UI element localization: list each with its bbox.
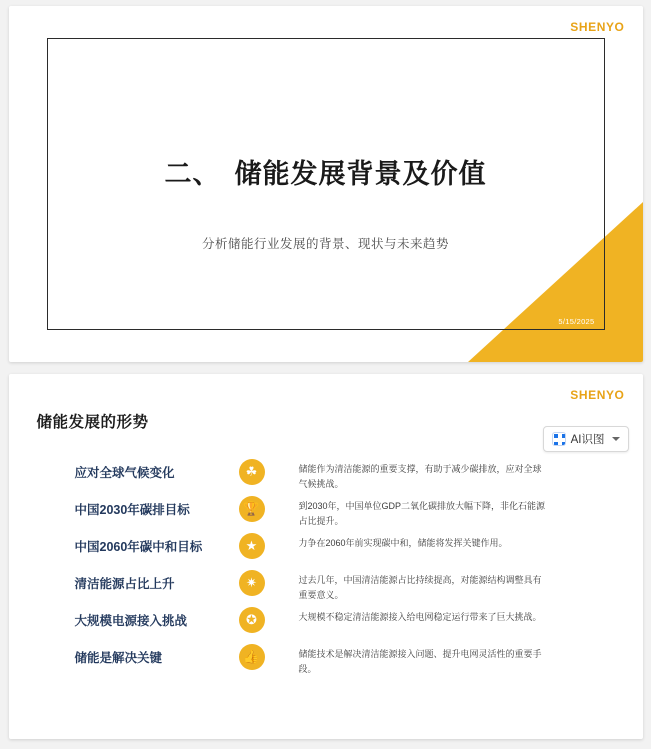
- item-label: 中国2060年碳中和目标: [74, 540, 203, 554]
- list-item[interactable]: [9, 536, 643, 573]
- slide-title-number: 二、: [164, 159, 221, 189]
- list-item[interactable]: [9, 610, 643, 647]
- list-item[interactable]: [9, 499, 643, 536]
- list-item[interactable]: [9, 647, 643, 684]
- item-label: 清洁能源占比上升: [74, 577, 175, 591]
- chevron-down-icon[interactable]: [612, 437, 620, 441]
- item-label: 中国2030年碳排目标: [74, 503, 190, 517]
- list-item[interactable]: [9, 573, 643, 610]
- ai-image-recognition-button[interactable]: [543, 426, 629, 452]
- trophy-icon: 🏆: [239, 496, 265, 522]
- item-label: 大规模电源接入挑战: [74, 614, 188, 628]
- item-description: 到2030年，中国单位GDP二氧化碳排放大幅下降，非化石能源占比提升。: [298, 501, 546, 526]
- tag-icon: ★: [239, 533, 265, 559]
- items-list: [9, 462, 643, 684]
- qr-scan-icon: [552, 432, 566, 446]
- item-label: 储能是解决关键: [74, 651, 163, 665]
- brand-logo: SHENYO: [570, 20, 625, 34]
- page-title: 储能发展的形势: [36, 414, 149, 431]
- item-description: 过去几年，中国清洁能源占比持续提高，对能源结构调整具有重要意义。: [298, 575, 542, 600]
- ai-button-label: AI识图: [570, 434, 605, 446]
- slide-title: [9, 152, 643, 191]
- brand-logo: SHENYO: [570, 388, 625, 402]
- list-item[interactable]: [9, 462, 643, 499]
- item-description: 大规模不稳定清洁能源接入给电网稳定运行带来了巨大挑战。: [298, 612, 542, 622]
- slide-situation-section[interactable]: [9, 374, 643, 739]
- item-description: 力争在2060年前实现碳中和，储能将发挥关键作用。: [298, 538, 508, 548]
- badge-ribbon-icon: ✪: [239, 607, 265, 633]
- medal-star-icon: ✷: [239, 570, 265, 596]
- slide-title-text: 储能发展背景及价值: [234, 159, 487, 189]
- slide-subtitle: 分析储能行业发展的背景、现状与未来趋势: [201, 237, 449, 251]
- item-description: 储能作为清洁能源的重要支撑，有助于减少碳排放，应对全球气候挑战。: [298, 464, 542, 489]
- ribbon-award-icon: ☘: [239, 459, 265, 485]
- thumbs-up-icon: 👍: [239, 644, 265, 670]
- slide-title-section[interactable]: [9, 6, 643, 362]
- slide-date: 5/15/2025: [558, 317, 595, 326]
- item-description: 储能技术是解决清洁能源接入问题、提升电网灵活性的重要手段。: [298, 649, 542, 674]
- item-label: 应对全球气候变化: [74, 466, 175, 480]
